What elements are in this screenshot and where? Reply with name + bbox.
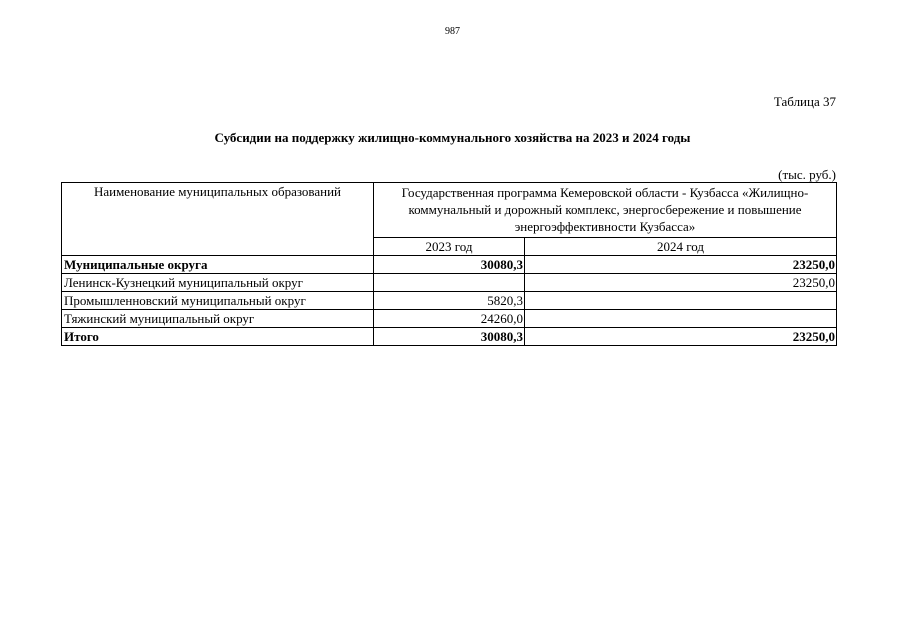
table-row-total (62, 328, 837, 346)
row-value-2024 (524, 310, 836, 328)
header-municipality: Наименование муниципальных образований (62, 183, 374, 256)
row-value-2024: 23250,0 (524, 328, 836, 346)
page-number: 987 (445, 26, 460, 37)
table-row (62, 310, 837, 328)
header-year-2023: 2023 год (374, 238, 525, 256)
header-program: Государственная программа Кемеровской области - Кузбасса «Жилищно-коммунальный и дорожный комплекс, энергосбережение и повышение энергоэффективности Кузбасса» (374, 183, 837, 238)
table-row (62, 292, 837, 310)
header-year-2024: 2024 год (524, 238, 836, 256)
table-row (62, 274, 837, 292)
row-value-2024: 23250,0 (524, 274, 836, 292)
row-name: Промышленновский муниципальный округ (62, 292, 374, 310)
row-value-2024 (524, 292, 836, 310)
row-name: Ленинск-Кузнецкий муниципальный округ (62, 274, 374, 292)
row-value-2023 (374, 274, 525, 292)
table-header-row (62, 183, 837, 238)
document-title: Субсидии на поддержку жилищно-коммунального хозяйства на 2023 и 2024 годы (214, 130, 691, 145)
table-label: Таблица 37 (773, 94, 836, 109)
row-value-2024: 23250,0 (524, 256, 836, 274)
units-label: (тыс. руб.) (778, 167, 836, 182)
row-value-2023: 30080,3 (374, 256, 525, 274)
row-value-2023: 30080,3 (374, 328, 525, 346)
subsidies-table (61, 182, 837, 346)
row-value-2023: 5820,3 (374, 292, 525, 310)
row-name: Муниципальные округа (62, 256, 374, 274)
row-value-2023: 24260,0 (374, 310, 525, 328)
table-row (62, 256, 837, 274)
row-name: Тяжинский муниципальный округ (62, 310, 374, 328)
row-name: Итого (62, 328, 374, 346)
